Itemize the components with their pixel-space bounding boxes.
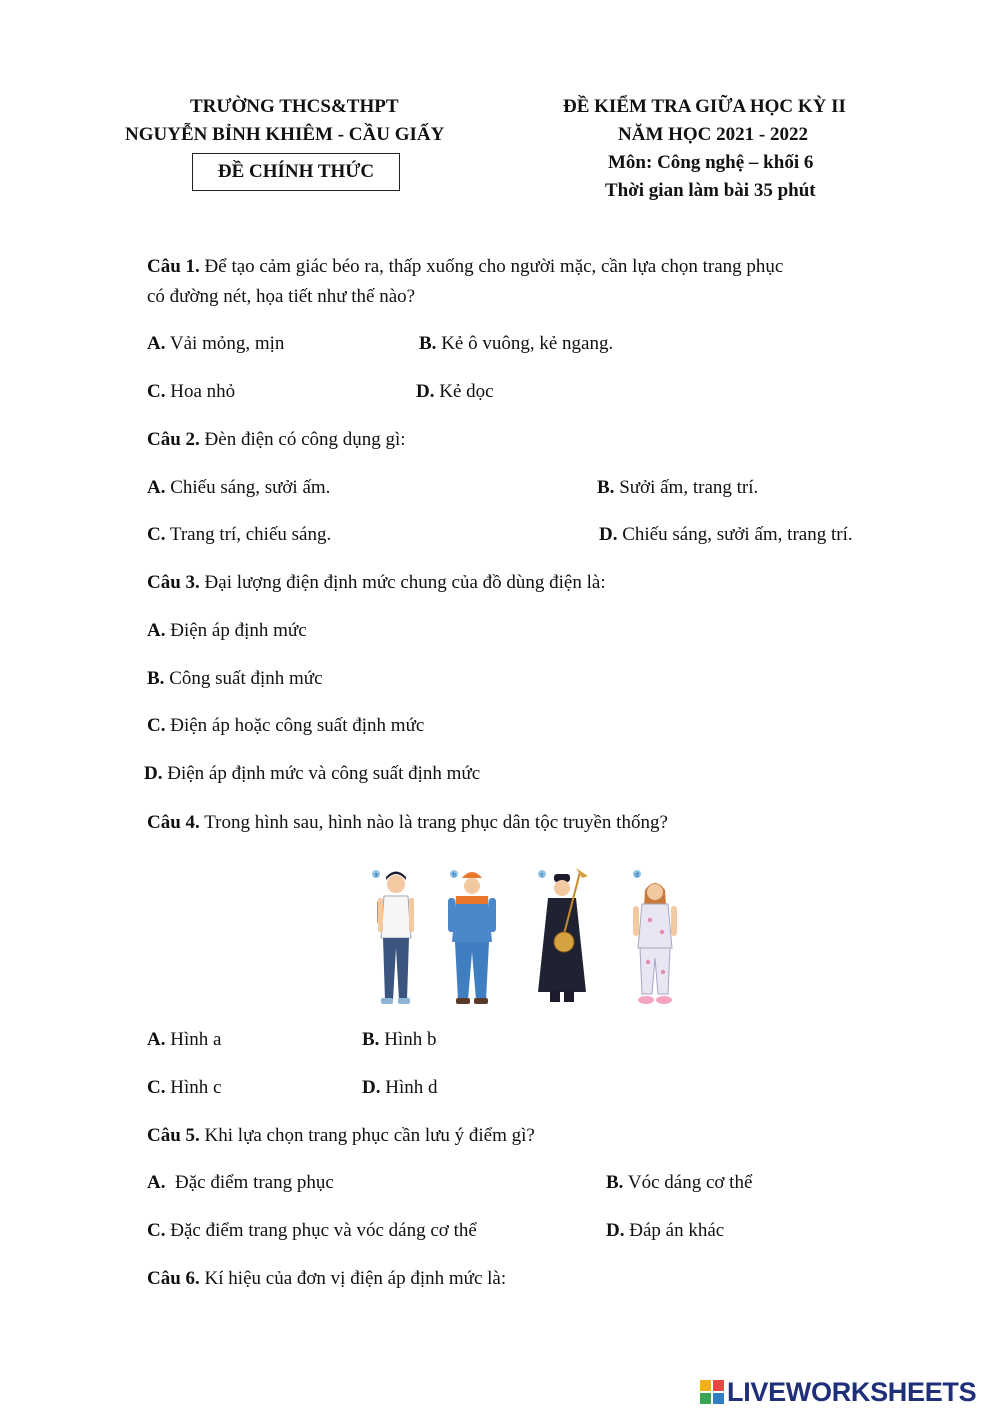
question-5 (147, 1125, 535, 1147)
question-label: Câu 3. (147, 572, 200, 593)
q1-option-b: B. Kẻ ô vuông, kẻ ngang. (419, 333, 614, 354)
figure-c-traditional (538, 868, 588, 1002)
question-text: Để tạo cảm giác béo ra, thấp xuống cho người mặc, cần lựa chọn trang phục (204, 256, 784, 277)
q1-option-a: A. Vải mỏng, mịn (147, 333, 285, 354)
question-text: Trong hình sau, hình nào là trang phục dân tộc truyền thống? (204, 812, 668, 833)
q5-option-a: A. Đặc điểm trang phục (147, 1172, 334, 1193)
question-4 (147, 812, 668, 834)
liveworksheets-logo-text: LIVEWORKSHEETS (727, 1376, 977, 1407)
school-name-line2: NGUYỄN BỈNH KHIÊM - CẦU GIẤY (125, 124, 445, 145)
costume-illustration (350, 862, 680, 1012)
q3-option-c: C. Điện áp hoặc công suất định mức (147, 715, 425, 736)
question-text: Kí hiệu của đơn vị điện áp định mức là: (204, 1268, 507, 1289)
q4-option-b: B. Hình b (362, 1029, 437, 1050)
svg-text:d: d (635, 872, 639, 879)
question-text: Đại lượng điện định mức chung của đồ dùng điện là: (204, 572, 606, 593)
q4-option-d: D. Hình d (362, 1077, 438, 1098)
liveworksheets-logo[interactable] (700, 1377, 976, 1407)
q4-option-c: C. Hình c (147, 1077, 222, 1098)
q2-option-a: A. Chiếu sáng, sưởi ấm. (147, 477, 331, 498)
q5-option-d: D. Đáp án khác (606, 1220, 725, 1241)
q1-option-c: C. Hoa nhỏ (147, 381, 236, 402)
official-label: ĐỀ CHÍNH THỨC (192, 153, 400, 191)
question-label: Câu 2. (147, 429, 200, 450)
figure-d-pajamas (633, 870, 677, 1004)
q3-option-d: D. Điện áp định mức và công suất định mức (144, 763, 481, 784)
svg-text:a: a (374, 872, 378, 879)
question-label: Câu 5. (147, 1125, 200, 1146)
question-label: Câu 4. (147, 812, 200, 833)
svg-text:b: b (452, 872, 456, 879)
figure-a-student (372, 870, 414, 1004)
liveworksheets-logo-icon (700, 1380, 724, 1404)
q5-option-b: B. Vóc dáng cơ thể (606, 1172, 753, 1193)
question-label: Câu 6. (147, 1268, 200, 1289)
q2-option-c: C. Trang trí, chiếu sáng. (147, 524, 332, 545)
q2-option-b: B. Sưởi ấm, trang trí. (597, 477, 759, 498)
school-year: NĂM HỌC 2021 - 2022 (618, 124, 808, 145)
q5-option-c: C. Đặc điểm trang phục và vóc dáng cơ thể (147, 1220, 477, 1241)
exam-title: ĐỀ KIỂM TRA GIỮA HỌC KỲ II (563, 96, 846, 117)
question-6 (147, 1268, 506, 1290)
subject: Môn: Công nghệ – khối 6 (608, 152, 814, 173)
q3-option-a: A. Điện áp định mức (147, 620, 307, 641)
costume-figure (350, 862, 680, 1012)
question-label: Câu 1. (147, 256, 200, 277)
svg-text:c: c (540, 872, 544, 879)
duration: Thời gian làm bài 35 phút (605, 180, 816, 201)
q1-option-d: D. Kẻ dọc (416, 381, 494, 402)
school-name-line1: TRƯỜNG THCS&THPT (190, 96, 399, 117)
question-1 (147, 256, 783, 278)
question-text: Đèn điện có công dụng gì: (204, 429, 406, 450)
q2-option-d: D. Chiếu sáng, sưởi ấm, trang trí. (599, 524, 853, 545)
q4-option-a: A. Hình a (147, 1029, 222, 1050)
question-2 (147, 429, 406, 451)
question-3 (147, 572, 606, 594)
q3-option-b: B. Công suất định mức (147, 668, 323, 689)
question-text: Khi lựa chọn trang phục cần lưu ý điểm gì? (204, 1125, 535, 1146)
question-1-line2: có đường nét, họa tiết như thế nào? (147, 286, 416, 307)
figure-b-worker (448, 870, 496, 1004)
